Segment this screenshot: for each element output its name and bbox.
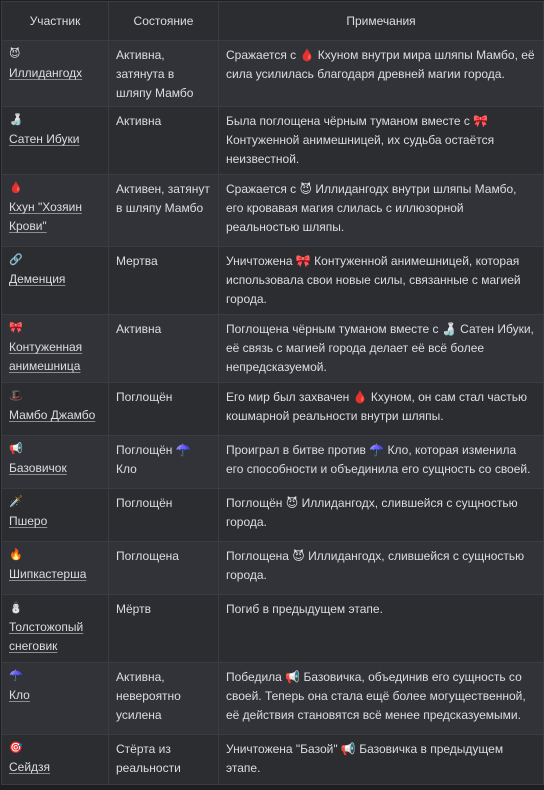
notes-cell — [219, 383, 544, 436]
target-icon: 🎯 — [9, 741, 23, 754]
participant-cell — [2, 489, 109, 542]
state-cell — [109, 175, 219, 247]
dagger-icon: 🗡️ — [9, 495, 23, 508]
participant-state: Поглощён ☂️ Кло — [116, 443, 191, 476]
participant-note: Уничтожена "Базой" 📢 Базовичка в предыдущем этапе. — [226, 742, 504, 775]
ribbon-icon: 🎀 — [9, 321, 23, 334]
participant-name-link[interactable]: Мамбо Джамбо — [9, 408, 96, 422]
participant-state: Активна — [116, 114, 162, 128]
notes-cell — [219, 542, 544, 595]
table-row — [2, 175, 544, 247]
header-state: Состояние — [109, 2, 219, 41]
header-notes: Примечания — [219, 2, 544, 41]
participant-name-link[interactable]: Деменция — [9, 272, 66, 286]
table-row — [2, 542, 544, 595]
participant-note: Поглощена 😈 Иллидангодх, слившейся с сущностью города. — [226, 549, 525, 582]
participant-note: Проиграл в битве против ☂️ Кло, которая изменила его способности и объединила его сущность со своей. — [226, 443, 531, 476]
participant-cell — [2, 595, 109, 663]
participant-cell — [2, 383, 109, 436]
participant-name-link[interactable]: Сейдзя — [9, 760, 51, 774]
table-header-row — [2, 2, 544, 41]
participant-cell — [2, 542, 109, 595]
notes-cell — [219, 595, 544, 663]
state-cell — [109, 107, 219, 175]
notes-cell — [219, 247, 544, 315]
participant-state: Мертва — [116, 254, 158, 268]
participant-note: Погиб в предыдущем этапе. — [226, 602, 383, 616]
participant-note: Сражается с 🩸 Кхуном внутри мира шляпы Мамбо, её сила усилилась благодаря древней магии города. — [226, 48, 535, 81]
participant-state: Активна, затянута в шляпу Мамбо — [116, 48, 194, 100]
header-participant: Участник — [2, 2, 109, 41]
fire-icon: 🔥 — [9, 548, 23, 561]
table-row — [2, 383, 544, 436]
top-hat-icon: 🎩 — [9, 389, 23, 402]
state-cell — [109, 489, 219, 542]
state-cell — [109, 595, 219, 663]
participant-note: Его мир был захвачен 🩸 Кхуном, он сам стал частью кошмарной реальности внутри шляпы. — [226, 390, 528, 423]
participant-cell — [2, 107, 109, 175]
state-cell — [109, 663, 219, 735]
participants-table — [1, 1, 544, 785]
state-cell — [109, 315, 219, 383]
participant-note: Была поглощена чёрным туманом вместе с 🎀 Контуженной анимешницей, их судьба остаётся неизвестной. — [226, 114, 495, 166]
participant-name-link[interactable]: Контуженная анимешница — [9, 340, 83, 373]
participant-state: Активна — [116, 322, 162, 336]
participant-name-link[interactable]: Иллидангодх — [9, 66, 83, 80]
participant-state: Мёртв — [116, 602, 151, 616]
participant-cell — [2, 175, 109, 247]
table-row — [2, 595, 544, 663]
smiling-devil-icon: 😈 — [9, 47, 21, 60]
participant-state: Поглощён — [116, 390, 173, 404]
participant-note: Поглощена чёрным туманом вместе с 🍶 Сатен Ибуки, её связь с магией города делает её всё более непредсказуемой. — [226, 322, 534, 374]
participant-cell — [2, 436, 109, 489]
notes-cell — [219, 489, 544, 542]
state-cell — [109, 247, 219, 315]
participant-name-link[interactable]: Кхун "Хозяин Крови" — [9, 200, 82, 233]
umbrella-icon: ☂️ — [9, 669, 23, 682]
notes-cell — [219, 107, 544, 175]
state-cell — [109, 436, 219, 489]
table-row — [2, 663, 544, 735]
participant-cell — [2, 735, 109, 785]
notes-cell — [219, 436, 544, 489]
participant-name-link[interactable]: Толстожопый снеговик — [9, 620, 84, 653]
table-row — [2, 315, 544, 383]
table-row — [2, 436, 544, 489]
notes-cell — [219, 315, 544, 383]
state-cell — [109, 41, 219, 107]
notes-cell — [219, 175, 544, 247]
participant-state: Активна, невероятно усилена — [116, 670, 181, 722]
notes-cell — [219, 663, 544, 735]
participant-cell — [2, 247, 109, 315]
participant-name-link[interactable]: Пшеро — [9, 514, 48, 528]
participant-note: Сражается с 😈 Иллидангодх внутри шляпы Мамбо, его кровавая магия слилась с иллюзорной реальностью шляпы. — [226, 182, 517, 234]
notes-cell — [219, 41, 544, 107]
participant-name-link[interactable]: Базовичок — [9, 461, 67, 475]
megaphone-icon: 📢 — [9, 442, 23, 455]
participant-state: Поглощён — [116, 496, 173, 510]
state-cell — [109, 542, 219, 595]
sake-bottle-icon: 🍶 — [9, 113, 23, 126]
participant-name-link[interactable]: Шипкастерша — [9, 567, 87, 581]
chain-link-icon: 🔗 — [9, 253, 23, 266]
table-row — [2, 247, 544, 315]
participant-name-link[interactable]: Сатен Ибуки — [9, 132, 80, 146]
participant-state: Поглощена — [116, 549, 179, 563]
snowman-icon: ⛄ — [9, 601, 23, 614]
table-row — [2, 489, 544, 542]
table-row — [2, 107, 544, 175]
participant-note: Поглощён 😈 Иллидангодх, слившейся с сущностью города. — [226, 496, 518, 529]
table-row — [2, 41, 544, 107]
participant-cell — [2, 315, 109, 383]
participant-note: Победила 📢 Базовичка, объединив его сущность со своей. Теперь она стала ещё более могущественной, её действия становятся всё менее предсказуемыми. — [226, 670, 526, 722]
participant-cell — [2, 41, 109, 107]
notes-cell — [219, 735, 544, 785]
state-cell — [109, 383, 219, 436]
table-row — [2, 735, 544, 785]
participant-state: Активен, затянут в шляпу Мамбо — [116, 182, 210, 215]
participant-state: Стёрта из реальности — [116, 742, 181, 775]
blood-drop-icon: 🩸 — [9, 181, 23, 194]
participant-note: Уничтожена 🎀 Контуженной анимешницей, которая использовала свои новые силы, связанные с магией города. — [226, 254, 521, 306]
participant-cell — [2, 663, 109, 735]
participant-name-link[interactable]: Кло — [9, 688, 30, 702]
state-cell — [109, 735, 219, 785]
